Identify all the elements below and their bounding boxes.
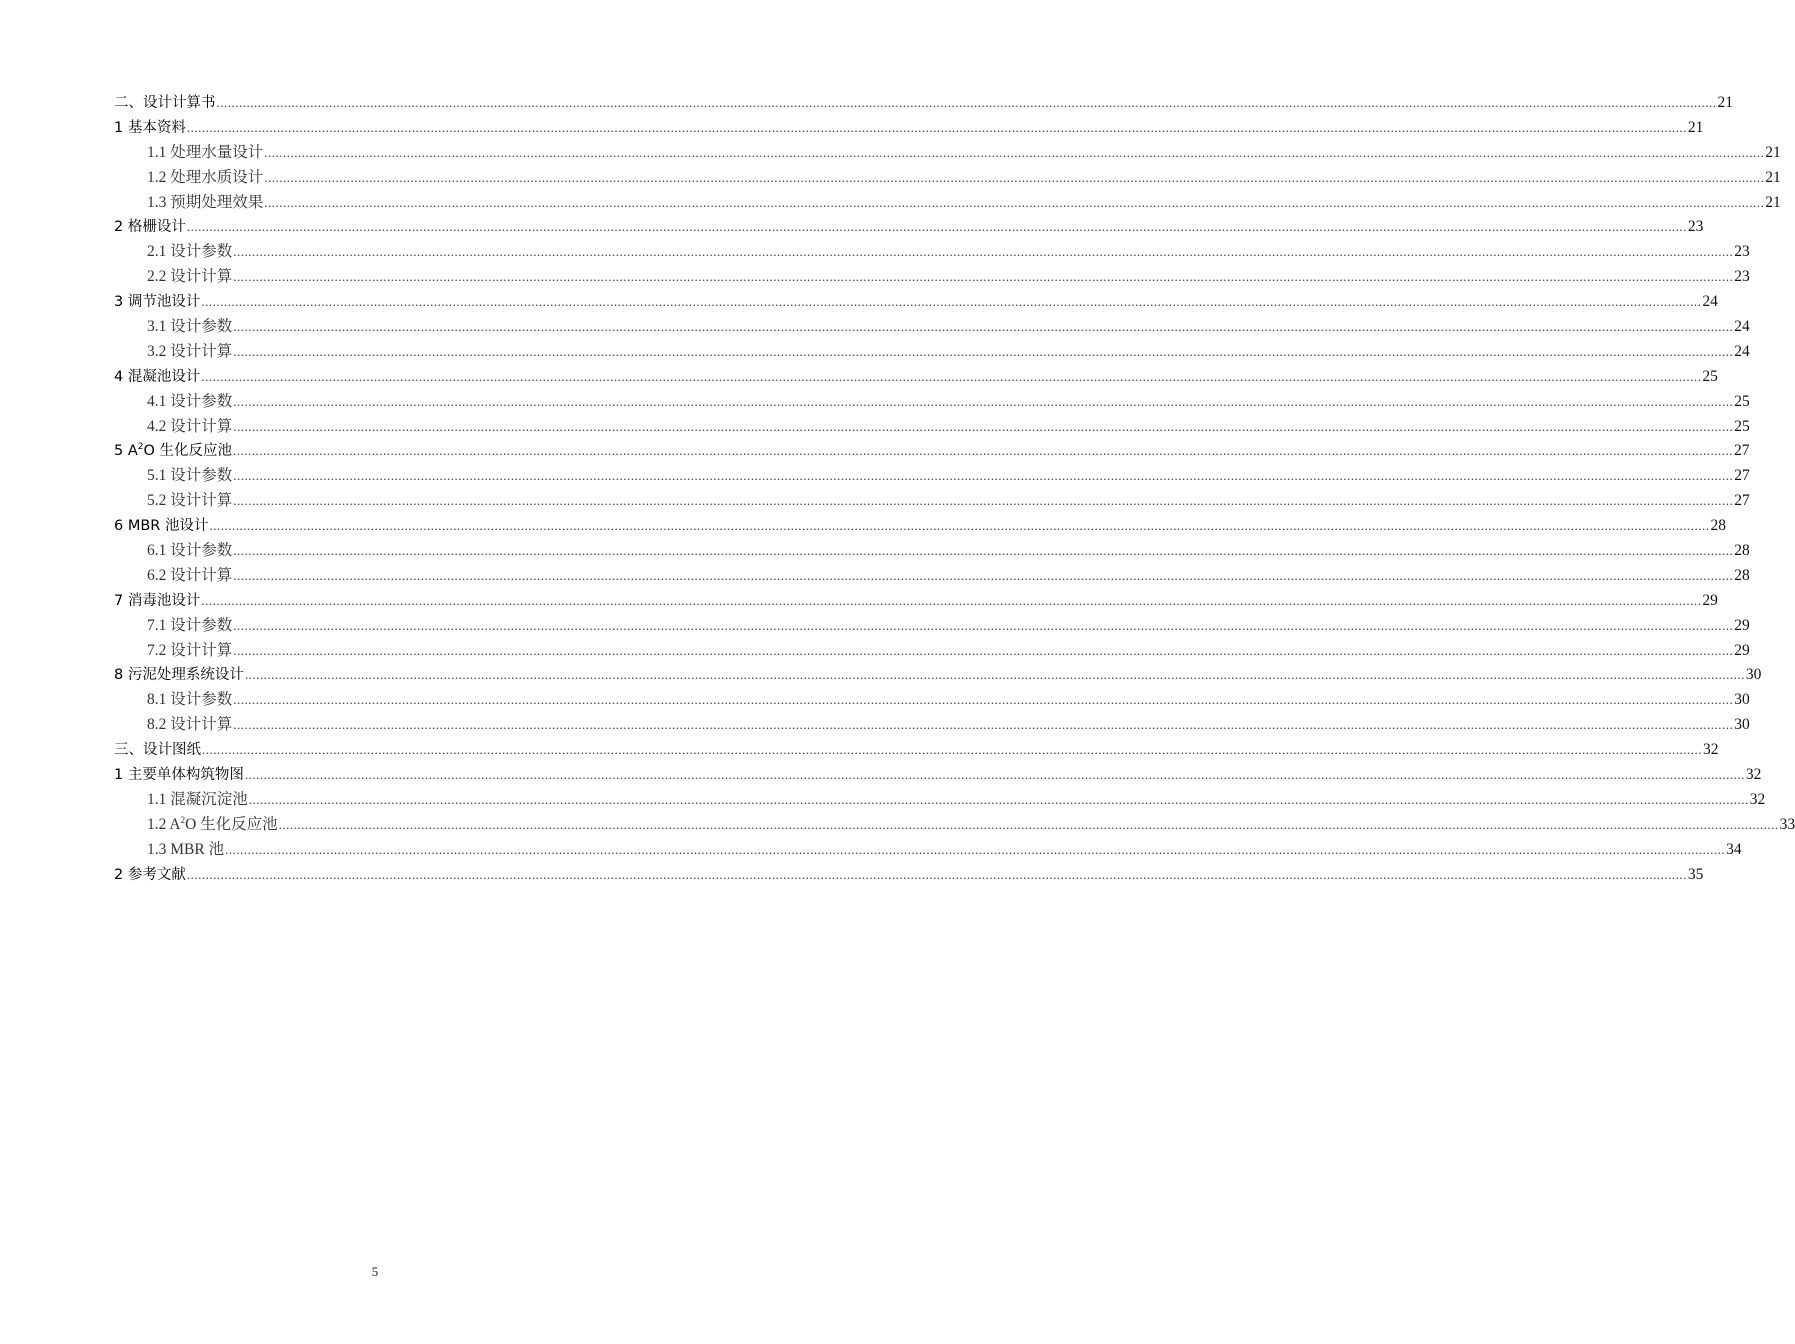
toc-entry-section[interactable] <box>114 589 1718 614</box>
toc-entry-title: 2.2 设计计算 <box>147 268 233 286</box>
toc-entry-subsection[interactable] <box>114 390 1750 415</box>
toc-entry-title: 二、设计计算书 <box>114 95 216 111</box>
dot-leader: ................................................................................................................................................................................................................................................................................................................................................................................................................ <box>233 617 1734 633</box>
dot-leader: ................................................................................................................................................................................................................................................................................................................................................................................................................ <box>233 343 1734 359</box>
toc-entry-title: 7 消毒池设计 <box>114 592 201 609</box>
toc-entry-title: 6.1 设计参数 <box>147 542 233 560</box>
toc-entry-section[interactable] <box>114 663 1762 688</box>
dot-leader: ................................................................................................................................................................................................................................................................................................................................................................................................................ <box>244 767 1745 783</box>
toc-entry-subsection[interactable] <box>114 564 1750 589</box>
toc-entry-subsection[interactable] <box>114 340 1750 365</box>
toc-entry-title: 1.3 预期处理效果 <box>147 193 264 211</box>
toc-entry-page: 27 <box>1734 442 1750 460</box>
toc-entry-page: 28 <box>1710 517 1726 535</box>
toc-entry-section[interactable] <box>114 763 1762 788</box>
dot-leader: ................................................................................................................................................................................................................................................................................................................................................................................................................ <box>233 642 1734 658</box>
superscript: 2 <box>180 814 186 825</box>
toc-entry-page: 32 <box>1745 766 1762 784</box>
dot-leader: ................................................................................................................................................................................................................................................................................................................................................................................................................ <box>264 194 1765 210</box>
toc-entry-title: 1.1 处理水量设计 <box>147 143 264 161</box>
dot-leader: ................................................................................................................................................................................................................................................................................................................................................................................................................ <box>278 816 1779 832</box>
dot-leader: ................................................................................................................................................................................................................................................................................................................................................................................................................ <box>201 294 1702 310</box>
toc-entry-page: 25 <box>1734 417 1750 435</box>
toc-entry-subsection[interactable] <box>114 688 1750 713</box>
toc-entry-title: 2.1 设计参数 <box>147 243 233 261</box>
toc-entry-page: 28 <box>1734 566 1750 584</box>
toc-entry-subsection[interactable] <box>114 315 1750 340</box>
toc-entry-page: 32 <box>1749 790 1766 808</box>
toc-entry-title: 3.1 设计参数 <box>147 318 233 336</box>
toc-entry-subsection[interactable] <box>114 166 1781 191</box>
toc-entry-title: 7.1 设计参数 <box>147 616 233 634</box>
toc-entry-page: 35 <box>1687 865 1704 883</box>
toc-title-part: 5 A <box>114 443 138 460</box>
toc-entry-subsection[interactable] <box>114 489 1750 514</box>
toc-entry-page: 29 <box>1734 641 1750 659</box>
toc-entry-page: 32 <box>1703 741 1719 759</box>
superscript: 2 <box>137 442 144 453</box>
toc-entry-page: 24 <box>1702 293 1718 311</box>
toc-entry-title: 3.2 设计计算 <box>147 342 233 360</box>
toc-entry-subsection[interactable] <box>114 639 1750 664</box>
toc-entry-title <box>114 439 232 464</box>
dot-leader: ................................................................................................................................................................................................................................................................................................................................................................................................................ <box>244 667 1745 683</box>
toc-entry-subsection[interactable] <box>114 265 1750 290</box>
dot-leader: ................................................................................................................................................................................................................................................................................................................................................................................................................ <box>233 393 1734 409</box>
dot-leader: ................................................................................................................................................................................................................................................................................................................................................................................................................ <box>233 443 1734 459</box>
toc-entry-page: 21 <box>1687 118 1704 136</box>
toc-entry-page: 30 <box>1734 691 1750 709</box>
toc-entry-page: 29 <box>1702 591 1718 609</box>
table-of-contents <box>114 91 1795 888</box>
toc-title-part: 1.2 A <box>147 815 181 833</box>
toc-entry-subsection[interactable] <box>114 713 1750 738</box>
dot-leader: ................................................................................................................................................................................................................................................................................................................................................................................................................ <box>186 866 1687 882</box>
toc-entry-title: 8.2 设计计算 <box>147 716 233 734</box>
page-number: 5 <box>371 1264 379 1279</box>
toc-entry-page: 30 <box>1734 716 1750 734</box>
toc-entry-page: 23 <box>1734 243 1750 261</box>
toc-entry-title: 1 基本资料 <box>114 119 186 136</box>
toc-entry-subsection[interactable] <box>114 191 1781 216</box>
toc-entry-page: 24 <box>1734 318 1750 336</box>
toc-entry-page: 21 <box>1765 143 1781 161</box>
toc-entry-subsection[interactable] <box>114 240 1750 265</box>
dot-leader: ................................................................................................................................................................................................................................................................................................................................................................................................................ <box>233 692 1734 708</box>
dot-leader: ................................................................................................................................................................................................................................................................................................................................................................................................................ <box>264 169 1765 185</box>
toc-entry-page: 27 <box>1734 467 1750 485</box>
toc-entry-section[interactable] <box>114 738 1719 763</box>
toc-entry-subsection[interactable] <box>114 464 1750 489</box>
dot-leader: ................................................................................................................................................................................................................................................................................................................................................................................................................ <box>202 742 1702 758</box>
toc-entry-page: 21 <box>1765 168 1781 186</box>
toc-entry-title: 4.2 设计计算 <box>147 417 233 435</box>
toc-title-part: O 生化反应池 <box>185 815 278 833</box>
toc-entry-page: 21 <box>1765 193 1781 211</box>
toc-entry-subsection[interactable] <box>114 539 1750 564</box>
dot-leader: ................................................................................................................................................................................................................................................................................................................................................................................................................ <box>233 493 1734 509</box>
dot-leader: ................................................................................................................................................................................................................................................................................................................................................................................................................ <box>233 418 1734 434</box>
toc-entry-title: 7.2 设计计算 <box>147 641 233 659</box>
dot-leader: ................................................................................................................................................................................................................................................................................................................................................................................................................ <box>201 368 1702 384</box>
toc-entry-page: 23 <box>1734 268 1750 286</box>
dot-leader: ................................................................................................................................................................................................................................................................................................................................................................................................................ <box>186 219 1687 235</box>
toc-entry-subsection[interactable] <box>114 838 1742 863</box>
toc-entry-title: 8 污泥处理系统设计 <box>114 667 244 684</box>
toc-entry-title: 4.1 设计参数 <box>147 392 233 410</box>
dot-leader: ................................................................................................................................................................................................................................................................................................................................................................................................................ <box>264 144 1765 160</box>
toc-entry-page: 29 <box>1734 616 1750 634</box>
dot-leader: ................................................................................................................................................................................................................................................................................................................................................................................................................ <box>233 244 1734 260</box>
toc-entry-title: 5.1 设计参数 <box>147 467 233 485</box>
toc-entry-subsection[interactable] <box>114 141 1781 166</box>
toc-entry-page: 25 <box>1734 392 1750 410</box>
dot-leader: ................................................................................................................................................................................................................................................................................................................................................................................................................ <box>201 592 1702 608</box>
toc-entry-subsection[interactable] <box>114 813 1795 838</box>
toc-entry-page: 34 <box>1726 840 1742 858</box>
dot-leader: ................................................................................................................................................................................................................................................................................................................................................................................................................ <box>225 841 1726 857</box>
toc-entry-title: 8.1 设计参数 <box>147 691 233 709</box>
toc-entry-page: 24 <box>1734 342 1750 360</box>
dot-leader: ................................................................................................................................................................................................................................................................................................................................................................................................................ <box>233 543 1734 559</box>
toc-entry-section[interactable] <box>114 116 1704 141</box>
toc-entry-title: 1.1 混凝沉淀池 <box>147 790 248 808</box>
toc-entry-title: 1.3 MBR 池 <box>147 840 225 858</box>
dot-leader: ................................................................................................................................................................................................................................................................................................................................................................................................................ <box>233 468 1734 484</box>
toc-entry-section[interactable] <box>114 365 1718 390</box>
toc-entry-title: 1.2 处理水质设计 <box>147 168 264 186</box>
dot-leader: ................................................................................................................................................................................................................................................................................................................................................................................................................ <box>209 518 1710 534</box>
toc-entry-title: 三、设计图纸 <box>114 742 201 759</box>
toc-entry-title: 2 参考文献 <box>114 866 186 883</box>
toc-entry-subsection[interactable] <box>114 415 1750 440</box>
toc-entry-subsection[interactable] <box>114 788 1766 813</box>
toc-entry-title: 4 混凝池设计 <box>114 368 201 385</box>
toc-entry-title: 2 格栅设计 <box>114 219 186 236</box>
dot-leader: ................................................................................................................................................................................................................................................................................................................................................................................................................ <box>216 95 1717 110</box>
toc-entry-section[interactable] <box>114 290 1718 315</box>
dot-leader: ................................................................................................................................................................................................................................................................................................................................................................................................................ <box>233 319 1734 335</box>
dot-leader: ................................................................................................................................................................................................................................................................................................................................................................................................................ <box>233 567 1734 583</box>
toc-entry-subsection[interactable] <box>114 614 1750 639</box>
dot-leader: ................................................................................................................................................................................................................................................................................................................................................................................................................ <box>233 717 1734 733</box>
dot-leader: ................................................................................................................................................................................................................................................................................................................................................................................................................ <box>233 269 1734 285</box>
toc-entry-page: 27 <box>1734 492 1750 510</box>
toc-entry-section[interactable] <box>114 514 1726 539</box>
dot-leader: ................................................................................................................................................................................................................................................................................................................................................................................................................ <box>186 119 1687 135</box>
toc-entry-title: 6.2 设计计算 <box>147 566 233 584</box>
toc-entry-page: 28 <box>1734 542 1750 560</box>
toc-entry-section[interactable] <box>114 439 1750 464</box>
dot-leader: ................................................................................................................................................................................................................................................................................................................................................................................................................ <box>248 791 1749 807</box>
toc-title-part: O 生化反应池 <box>143 443 233 460</box>
toc-entry-section[interactable] <box>114 91 1733 116</box>
toc-entry-section[interactable] <box>114 863 1704 888</box>
toc-entry-page: 33 <box>1779 815 1795 833</box>
toc-entry-title: 1 主要单体构筑物图 <box>114 767 244 784</box>
toc-entry-title: 3 调节池设计 <box>114 294 201 311</box>
toc-entry-title <box>147 813 278 838</box>
toc-entry-page: 21 <box>1717 94 1733 111</box>
toc-entry-page: 25 <box>1702 367 1718 385</box>
toc-entry-section[interactable] <box>114 215 1704 240</box>
toc-entry-title: 5.2 设计计算 <box>147 492 233 510</box>
toc-entry-title: 6 MBR 池设计 <box>114 518 209 535</box>
toc-entry-page: 23 <box>1687 218 1704 236</box>
toc-entry-page: 30 <box>1745 666 1762 684</box>
